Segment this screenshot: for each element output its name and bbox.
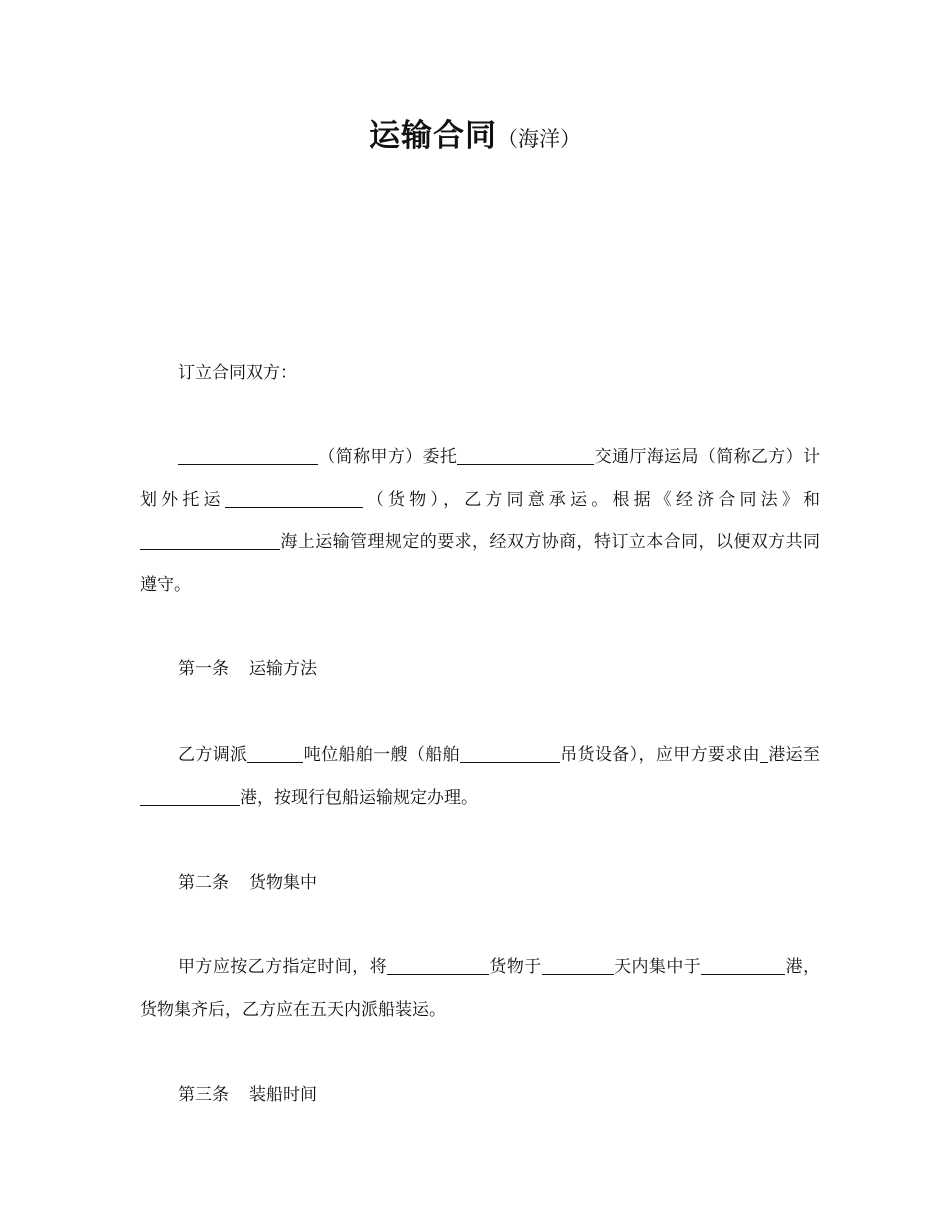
- blank-cargo: [387, 954, 489, 975]
- article-2-title: 货物集中: [249, 873, 317, 893]
- article-3-title: 装船时间: [249, 1085, 317, 1105]
- article-2-text-3: 天内集中于: [613, 957, 702, 977]
- blank-origin-port: [760, 742, 768, 763]
- article-1-body: [140, 734, 820, 819]
- blank-province: [457, 444, 594, 465]
- blank-goods: [225, 487, 363, 508]
- document-title: [0, 112, 950, 165]
- blank-ship-equipment: [460, 742, 560, 763]
- article-2-body: [140, 946, 820, 1031]
- article-2-number: 第二条: [178, 873, 229, 893]
- paragraph-preamble: [140, 436, 820, 606]
- preamble-text-1: （简称甲方）委托: [318, 447, 458, 467]
- preamble-text-2: 交通厅海运局（简称乙方）计划外托运: [140, 447, 821, 510]
- article-1-text-5: 港，按现行包船运输规定办理。: [240, 787, 478, 808]
- blank-days: [542, 954, 614, 975]
- blank-tonnage: [247, 742, 303, 763]
- title-subtitle: （海洋）: [497, 127, 581, 151]
- article-2-text-2: 货物于: [489, 957, 542, 977]
- blank-region: [140, 529, 280, 550]
- article-3-number: 第三条: [178, 1085, 229, 1105]
- article-2-text-4: 港，货物集齐后，乙方应在五天内派船装运。: [140, 957, 821, 1020]
- article-2-text-1: 甲方应按乙方指定时间，将: [178, 957, 387, 977]
- preamble-text-3: （货物），乙方同意承运。根据《经济合同法》和: [362, 489, 821, 510]
- parties-intro: [140, 352, 820, 395]
- article-1-heading: [140, 648, 820, 691]
- article-3-heading: [140, 1074, 820, 1117]
- article-1-text-3: 吊货设备），应甲方要求由: [559, 745, 760, 765]
- preamble-text-4: 海上运输管理规定的要求，经双方协商，特订立本合同，以便双方共同遵守。: [140, 532, 820, 595]
- article-1-text-2: 吨位船舶一艘（船舶: [303, 745, 460, 765]
- blank-party-a: [178, 444, 318, 465]
- parties-intro-text: 订立合同双方：: [178, 363, 297, 383]
- article-1-text-1: 乙方调派: [178, 745, 248, 765]
- title-main: 运输合同: [369, 118, 497, 154]
- blank-collection-port: [701, 954, 785, 975]
- blank-destination-port: [140, 785, 240, 806]
- article-1-text-4: 港运至: [767, 745, 821, 765]
- article-1-title: 运输方法: [249, 659, 317, 679]
- article-1-number: 第一条: [178, 659, 229, 679]
- article-2-heading: [140, 862, 820, 905]
